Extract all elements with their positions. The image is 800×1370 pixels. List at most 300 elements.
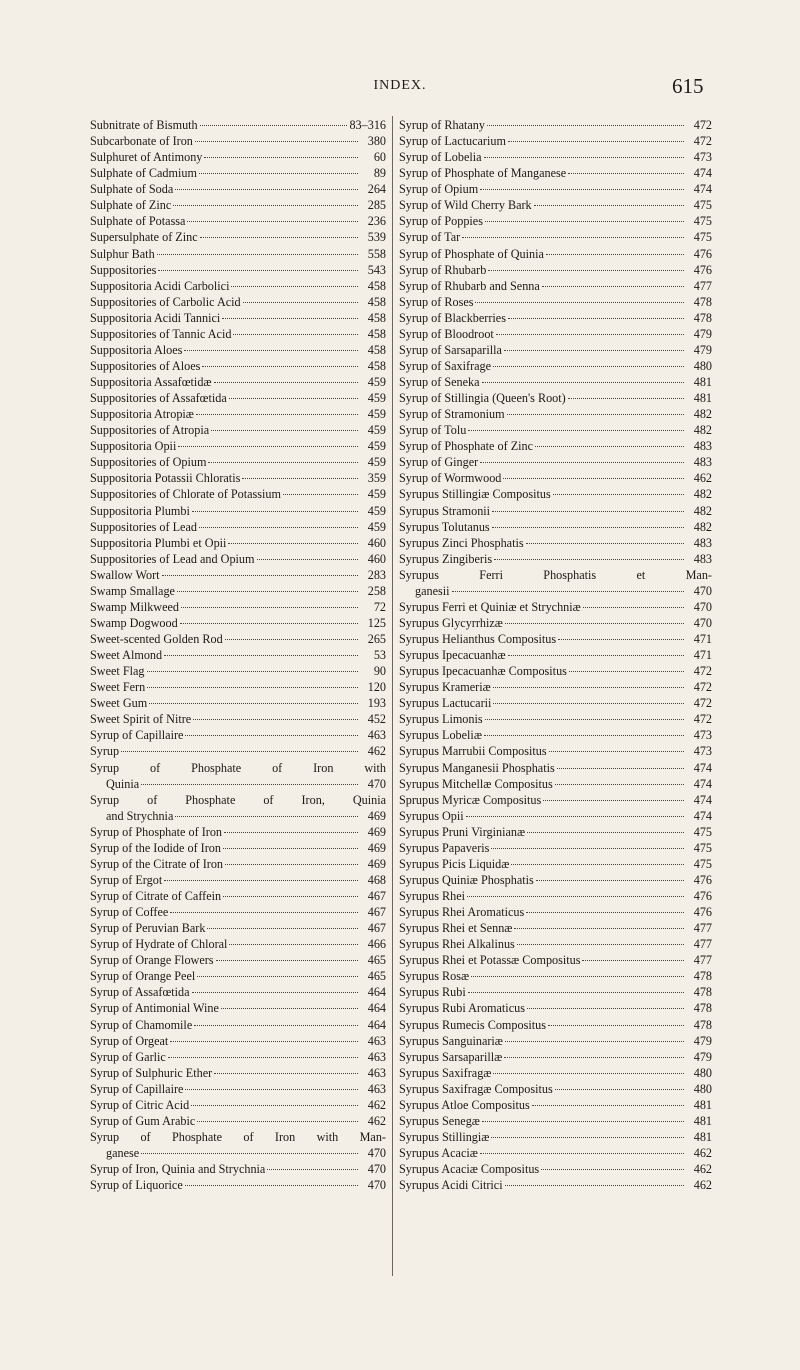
index-entry [90,535,386,551]
index-entry [399,454,712,470]
index-entry [399,760,712,776]
index-term: Syrupus Ferri et Quiniæ et Strychniæ [399,599,581,614]
page-header [0,74,800,98]
index-term: Syrupus Ferri Phosphatis et Man- [399,567,712,582]
dot-leader [526,912,684,913]
index-term: Suppositories of Atropia [90,423,210,438]
index-term: Syrupus Quiniæ Phosphatis [399,872,534,887]
index-term: Syrup of Peruvian Bark [90,921,206,936]
index-page-ref: 477 [693,937,712,952]
index-entry [399,390,712,406]
index-term: Syrupus Rhei Aromaticus [399,905,525,920]
dot-leader [527,832,684,833]
index-page-ref: 459 [367,503,386,518]
index-term: Syrup of Citric Acid [90,1097,190,1112]
index-page-ref: 476 [693,889,712,903]
index-page-ref: 481 [693,1113,712,1128]
dot-leader [493,1073,684,1074]
index-entry [90,936,386,952]
dot-leader [508,655,684,656]
index-page-ref: 193 [367,696,386,711]
index-page-ref: 465 [367,953,386,968]
dot-leader [536,880,684,881]
index-page-ref: 464 [367,1017,386,1032]
dot-leader [242,478,358,479]
index-entry [399,278,712,294]
dot-leader [243,302,358,303]
index-entry [90,246,386,262]
index-term: Syrup of Liquorice [90,1178,183,1193]
index-entry [90,1129,386,1161]
index-term: Syrupus Atloe Compositus [399,1097,530,1112]
index-term: Sprupus Myricæ Compositus [399,792,542,807]
index-entry [90,519,386,535]
index-entry [90,358,386,374]
index-entry [90,631,386,647]
index-term: Syrupus Sarsaparillæ [399,1049,503,1064]
index-page-ref: 470 [367,1162,386,1177]
index-page-ref: 558 [367,246,386,261]
index-entry [90,181,386,197]
index-page-ref: 470 [693,599,712,614]
dot-leader [164,880,358,881]
index-entry [90,952,386,968]
dot-leader [267,1169,358,1170]
index-entry [90,197,386,213]
index-entry [399,503,712,519]
index-entry [90,663,386,679]
index-page-ref: 475 [693,856,712,871]
index-page-ref: 459 [367,487,386,502]
index-term: Swallow Wort [90,567,160,582]
index-page-ref: 462 [367,1113,386,1128]
index-term: Suppositories of Tannic Acid [90,326,232,341]
index-entry [399,519,712,535]
index-term: Syrup of Bloodroot [399,326,494,341]
dot-leader [184,350,358,351]
dot-leader [568,398,684,399]
dot-leader [199,173,358,174]
dot-leader [505,1041,684,1042]
dot-leader [532,1105,684,1106]
index-page-ref: 470 [367,776,386,791]
index-page-ref: 285 [367,198,386,213]
index-entry [90,872,386,888]
index-term: Syrup of Opium [399,182,479,197]
index-entry [399,486,712,502]
index-term: Suppositories of Lead and Opium [90,551,255,566]
dot-leader [526,543,684,544]
index-term: Swamp Smallage [90,583,175,598]
index-entry [90,133,386,149]
index-page-ref: 475 [693,230,712,245]
index-entry [399,1017,712,1033]
index-entry [399,294,712,310]
index-term: Sulphate of Soda [90,182,174,197]
index-term: Suppositoria Aloes [90,342,183,357]
dot-leader [197,1121,358,1122]
dot-leader [175,189,358,190]
index-term: Syrup of Antimonial Wine [90,1001,219,1016]
index-entry [90,904,386,920]
index-entry [90,438,386,454]
index-term: Syrup of Hydrate of Chloral [90,937,228,952]
index-term: Syrup of Wild Cherry Bark [399,198,532,213]
dot-leader [185,1185,358,1186]
dot-leader [485,221,684,222]
index-page-ref: 258 [367,583,386,598]
index-term: Sulphur Bath [90,246,155,261]
index-page-ref: 481 [693,1097,712,1112]
dot-leader [173,205,358,206]
dot-leader [200,237,358,238]
index-page-ref: 468 [367,872,386,887]
index-page-ref: 470 [367,1178,386,1193]
index-page-ref: 469 [367,840,386,855]
dot-leader [475,302,684,303]
index-term: Syrupus Picis Liquidæ [399,856,510,871]
index-page-ref: 473 [693,744,712,759]
index-term: Syrupus Ipecacuanhæ Compositus [399,664,567,679]
dot-leader [535,446,684,447]
index-page-ref: 459 [367,455,386,470]
index-term: Sweet Flag [90,664,145,679]
dot-leader [543,800,684,801]
dot-leader [511,864,684,865]
index-term: Syrup of Stillingia (Queen's Root) [399,391,566,406]
index-entry [399,856,712,872]
index-entry [399,1049,712,1065]
index-page-ref: 482 [693,407,712,422]
index-page-ref: 475 [693,840,712,855]
index-page-ref: 464 [367,1001,386,1016]
dot-leader [557,768,684,769]
index-page-ref: 483 [693,439,712,454]
index-term: Syrupus Pruni Virginianæ [399,824,526,839]
dot-leader [452,591,684,592]
index-entry [399,1177,712,1193]
dot-leader [231,286,358,287]
index-page-ref: 539 [367,230,386,245]
index-page-ref: 452 [367,712,386,727]
dot-leader [224,832,358,833]
dot-leader [480,1153,684,1154]
index-entry [399,1065,712,1081]
index-term: Sweet Gum [90,696,148,711]
index-term: Syrup of Phosphate of Iron [90,824,223,839]
index-term: Syrupus Saxifragæ [399,1065,492,1080]
dot-leader [505,1185,684,1186]
index-term: Syrupus Rhei Alkalinus [399,937,515,952]
index-entry [399,133,712,149]
index-term: Syrup of Stramonium [399,407,505,422]
index-page-ref: 53 [373,648,386,663]
index-entry [90,792,386,824]
index-page-ref: 90 [373,664,386,679]
index-page-ref: 476 [693,905,712,920]
dot-leader [158,270,358,271]
index-page-ref: 482 [693,423,712,438]
index-term: Syrup of Phosphate of Iron with [90,760,386,775]
index-page-ref: 236 [367,214,386,229]
index-page-ref: 483 [693,535,712,550]
dot-leader [149,703,358,704]
index-entry [90,117,386,133]
dot-leader [496,334,684,335]
index-term: Syrup of Rhatany [399,118,485,132]
index-page-ref: 458 [367,294,386,309]
index-page-ref: 475 [693,198,712,213]
index-term: Syrupus Ipecacuanhæ [399,648,506,663]
index-entry [399,326,712,342]
index-page-ref: 478 [693,1017,712,1032]
dot-leader [200,125,348,126]
index-page-ref: 462 [367,1097,386,1112]
index-entry [399,1097,712,1113]
dot-leader [193,719,358,720]
index-entry [90,551,386,567]
dot-leader [204,157,358,158]
dot-leader [191,1105,358,1106]
index-term: Syrup of Assafœtida [90,985,190,1000]
index-entry [90,695,386,711]
index-term: Sulphate of Potassa [90,214,186,229]
index-page-ref: 482 [693,519,712,534]
index-entry [90,326,386,342]
index-entry [90,406,386,422]
index-page-ref: 469 [367,824,386,839]
index-entry [90,1033,386,1049]
index-entry [90,213,386,229]
index-term: Suppositories of Carbolic Acid [90,294,241,309]
index-entry [399,872,712,888]
index-entry [90,374,386,390]
dot-leader [482,382,684,383]
index-term: Syrup of Rhubarb and Senna [399,278,540,293]
index-page-ref: 474 [693,166,712,181]
index-entry [399,1129,712,1145]
index-term: Syrup of Gum Arabic [90,1113,196,1128]
index-page-ref: 477 [693,953,712,968]
index-entry [90,727,386,743]
index-term: Syrup of Capillaire [90,1081,184,1096]
index-entry [399,792,712,808]
index-entry [90,1049,386,1065]
index-term: Suppositories of Opium [90,455,207,470]
dot-leader [185,1089,358,1090]
index-entry [399,310,712,326]
index-term: Suppositoria Atropiæ [90,407,194,422]
dot-leader [482,1121,684,1122]
dot-leader [192,511,358,512]
index-entry [399,181,712,197]
index-page-ref: 283 [367,567,386,582]
dot-leader [558,639,684,640]
index-entry [90,760,386,792]
index-page-ref: 467 [367,889,386,903]
index-page-ref: 472 [693,134,712,149]
index-entry [90,422,386,438]
index-term-continuation: Quinia [106,776,140,791]
index-entry [399,438,712,454]
index-page-ref: 463 [367,1033,386,1048]
dot-leader [223,848,358,849]
index-term: Syrup of Orgeat [90,1033,169,1048]
index-page-ref: 462 [693,1146,712,1160]
dot-leader [507,414,684,415]
index-term: Syrupus Manganesii Phosphatis [399,760,555,775]
index-page-ref: 471 [693,632,712,646]
index-page-ref: 475 [693,214,712,229]
index-column-right [399,117,712,1193]
index-page-ref: 458 [367,342,386,357]
index-term: Syrupus Glycyrrhizæ [399,615,503,630]
index-term: Suppositoria Acidi Carbolici [90,278,230,293]
index-entry [399,213,712,229]
index-page-ref: 462 [693,471,712,486]
index-entry [399,551,712,567]
dot-leader [485,719,684,720]
index-page-ref: 465 [367,969,386,984]
index-page-ref: 458 [367,326,386,341]
index-entry [399,888,712,904]
dot-leader [192,992,358,993]
index-term: Syrupus Rhei [399,889,466,903]
index-page-ref: 462 [693,1162,712,1177]
index-page-ref: 476 [693,262,712,277]
index-entry [90,1097,386,1113]
index-term: Syrup of Sulphuric Ether [90,1065,213,1080]
index-page-ref: 469 [367,808,386,823]
index-entry [399,246,712,262]
index-entry [399,1081,712,1097]
index-page-ref: 470 [693,583,712,598]
index-entry [90,968,386,984]
index-entry [399,904,712,920]
index-page-ref: 466 [367,937,386,952]
index-page-ref: 479 [693,1049,712,1064]
index-page-ref: 458 [367,278,386,293]
index-term: Sweet-scented Golden Rod [90,632,223,646]
index-page-ref: 380 [367,134,386,149]
index-term: Syrupus Acaciæ Compositus [399,1162,540,1177]
index-page-ref: 463 [367,1065,386,1080]
index-term: Syrupus Stillingiæ Compositus [399,487,551,502]
index-term: Sulphate of Cadmium [90,166,197,181]
index-entry [399,535,712,551]
index-entry [399,663,712,679]
index-entry [90,888,386,904]
dot-leader [196,414,358,415]
dot-leader [517,944,684,945]
dot-leader [147,687,358,688]
index-page-ref: 459 [367,439,386,454]
index-page-ref: 467 [367,921,386,936]
index-page-ref: 125 [367,615,386,630]
index-entry [399,1113,712,1129]
dot-leader [492,527,684,528]
index-page-ref: 483 [693,455,712,470]
index-page-ref: 72 [373,599,386,614]
dot-leader [162,575,358,576]
index-page-ref: 481 [693,1129,712,1144]
index-page-ref: 474 [693,182,712,197]
dot-leader [211,430,358,431]
index-term: Suppositories of Aloes [90,358,201,373]
index-page-ref: 474 [693,776,712,791]
index-page-ref: 472 [693,712,712,727]
dot-leader [175,816,358,817]
index-page-ref: 477 [693,921,712,936]
index-term: Syrup of Wormwood [399,471,502,486]
dot-leader [541,1169,684,1170]
index-entry [399,1000,712,1016]
index-entry [399,936,712,952]
index-term: Syrup of Lactucarium [399,134,506,149]
index-term: Syrup of Phosphate of Manganese [399,166,567,181]
index-term: Suppositoria Plumbi et Opii [90,535,227,550]
dot-leader [527,1008,684,1009]
index-term: Subnitrate of Bismuth [90,118,198,132]
dot-leader [283,494,358,495]
index-page-ref: 460 [367,551,386,566]
index-term: Syrupus Limonis [399,712,483,727]
index-entry [90,1081,386,1097]
index-term: Syrup of Chamomile [90,1017,193,1032]
index-term: Syrupus Senegæ [399,1113,480,1128]
index-entry [90,294,386,310]
index-page-ref: 478 [693,985,712,1000]
index-term: Syrupus Helianthus Compositus [399,632,557,646]
index-entry [399,727,712,743]
index-term: Syrupus Rosæ [399,969,470,984]
index-page-ref: 473 [693,150,712,165]
index-term: Syrupus Lobeliæ [399,728,482,743]
index-term: Syrupus Rhei et Potassæ Compositus [399,953,581,968]
index-term: Syrup of Phosphate of Zinc [399,439,534,454]
index-page-ref: 474 [693,760,712,775]
index-entry [90,486,386,502]
index-page-ref: 458 [367,358,386,373]
dot-leader [480,189,684,190]
index-term: Syrup of Iron, Quinia and Strychnia [90,1162,266,1177]
index-page-ref: 480 [693,358,712,373]
index-entry [399,229,712,245]
index-page-ref: 459 [367,375,386,389]
index-term: Syrupus Tolutanus [399,519,490,534]
dot-leader [223,896,358,897]
index-heading: INDEX. [373,78,427,93]
index-entry [90,278,386,294]
index-page-ref: 467 [367,905,386,920]
dot-leader [504,350,684,351]
index-term: Swamp Milkweed [90,599,180,614]
dot-leader [181,607,358,608]
index-entry [90,647,386,663]
index-entry [90,310,386,326]
index-entry [399,840,712,856]
dot-leader [503,478,684,479]
index-page-ref: 472 [693,680,712,695]
index-entry [399,567,712,599]
dot-leader [488,270,684,271]
dot-leader [466,816,684,817]
dot-leader [467,896,684,897]
dot-leader [471,976,684,977]
index-page-ref: 479 [693,342,712,357]
index-entry [399,631,712,647]
index-entry [90,679,386,695]
